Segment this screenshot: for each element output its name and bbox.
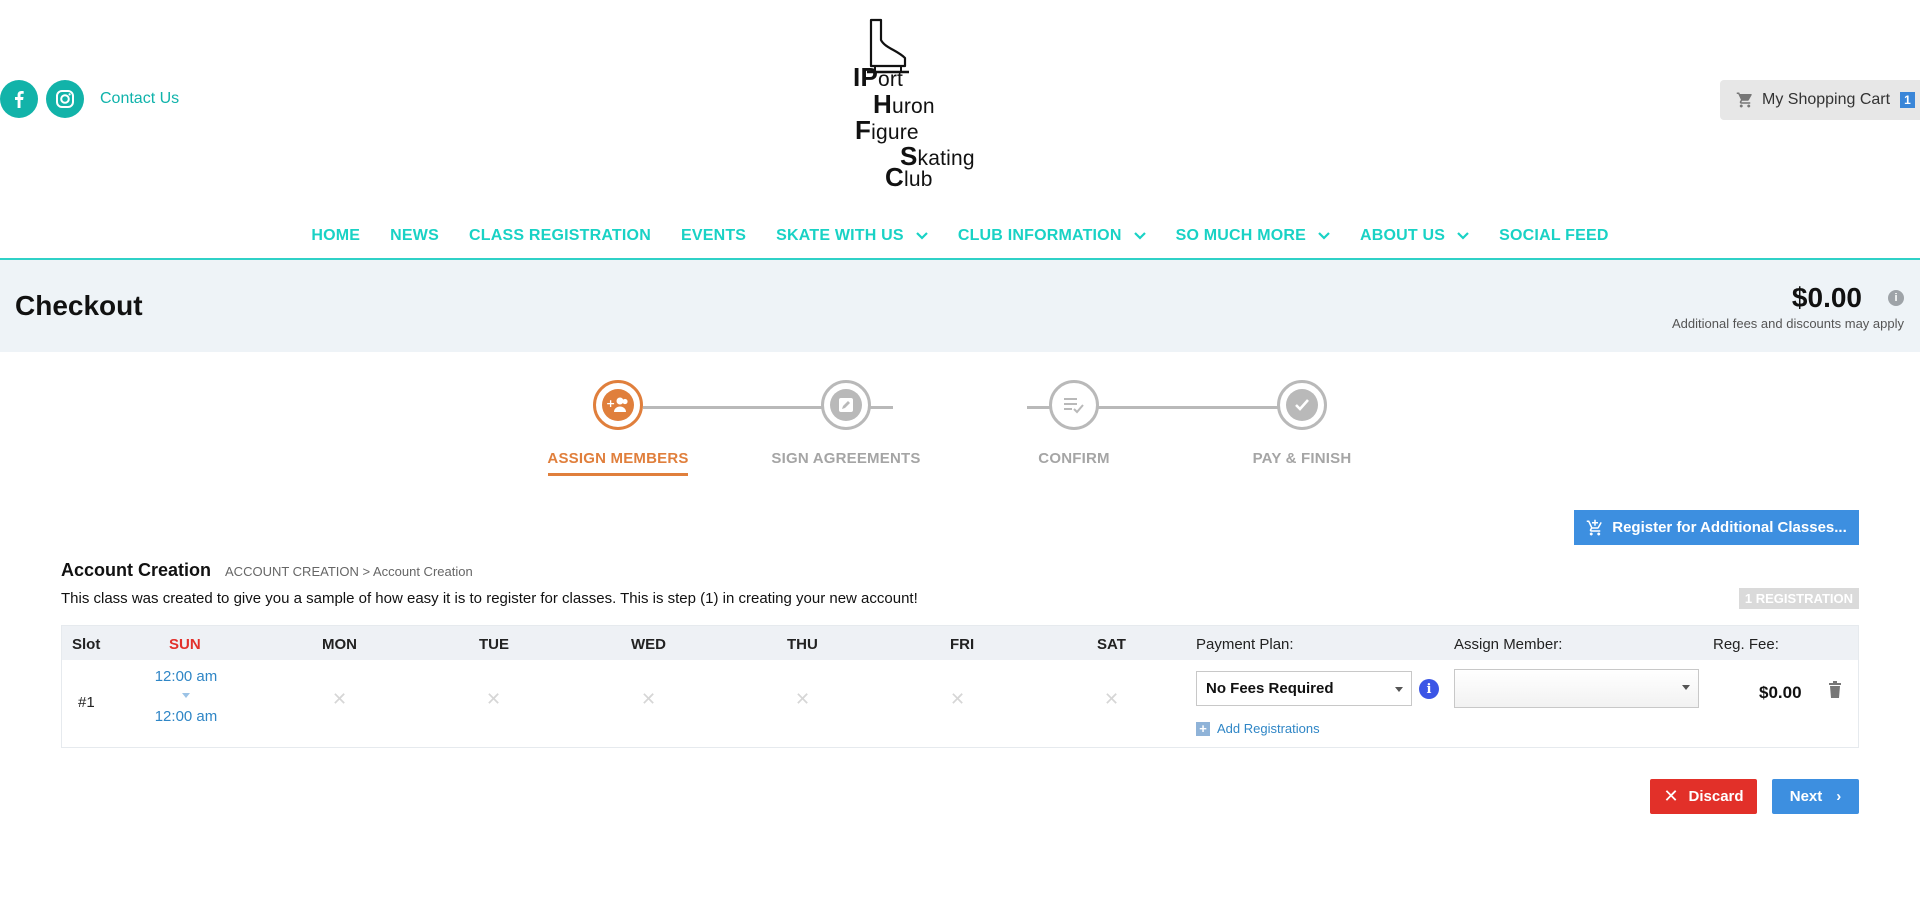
checkout-note: Additional fees and discounts may apply <box>1672 316 1904 331</box>
register-label: Register for Additional Classes... <box>1612 519 1847 536</box>
sun-start-time: 12:00 am <box>154 668 218 685</box>
nav-news[interactable]: NEWS <box>390 227 439 244</box>
info-icon[interactable]: i <box>1888 290 1904 306</box>
chevron-down-icon <box>1457 232 1469 240</box>
step-label: PAY & FINISH <box>1252 450 1352 467</box>
site-header <box>0 0 1920 210</box>
main-nav <box>0 224 1920 260</box>
arrow-down-icon <box>182 693 190 699</box>
contact-us-link[interactable]: Contact Us <box>100 90 180 107</box>
section-header <box>61 560 473 581</box>
checkout-band <box>0 260 1920 352</box>
cart-plus-icon <box>1586 519 1604 537</box>
header-payment-plan: Payment Plan: <box>1196 636 1294 653</box>
svg-text:+: + <box>606 397 616 410</box>
users-plus-icon <box>602 389 634 421</box>
dropdown-caret-icon <box>1395 687 1403 692</box>
header-wed: WED <box>631 636 666 653</box>
cart-icon <box>1736 91 1754 109</box>
plus-icon: + <box>1196 722 1210 736</box>
registration-count-badge: 1 REGISTRATION <box>1739 588 1859 609</box>
discard-button[interactable] <box>1650 779 1757 814</box>
tue-empty-icon: ✕ <box>486 689 502 709</box>
nav-club-information[interactable]: CLUB INFORMATION <box>958 224 1146 248</box>
add-registrations-link[interactable] <box>1196 721 1320 736</box>
step-active-underline <box>548 473 688 476</box>
check-circle-icon <box>1286 389 1318 421</box>
sun-end-time: 12:00 am <box>154 708 218 725</box>
header-sun: SUN <box>169 636 201 653</box>
chevron-right-icon: › <box>1836 788 1842 805</box>
nav-social-feed[interactable]: SOCIAL FEED <box>1499 227 1609 244</box>
cart-count-badge: 1 <box>1900 92 1915 108</box>
info-icon[interactable]: i <box>1419 679 1439 699</box>
checklist-icon <box>1061 394 1087 416</box>
sat-empty-icon: ✕ <box>1104 689 1120 709</box>
wed-empty-icon: ✕ <box>641 689 657 709</box>
next-label: Next <box>1789 788 1823 805</box>
add-registrations-label: Add Registrations <box>1217 721 1320 736</box>
step-label: CONFIRM <box>1038 450 1110 467</box>
step-assign-members[interactable] <box>528 380 708 476</box>
register-additional-classes-button[interactable] <box>1574 510 1859 545</box>
reg-fee-value: $0.00 <box>1759 683 1802 702</box>
logo-word-port: ort <box>877 68 904 91</box>
pencil-icon <box>830 389 862 421</box>
fri-empty-icon: ✕ <box>950 689 966 709</box>
chevron-down-icon <box>1134 232 1146 240</box>
section-title: Account Creation <box>61 560 212 580</box>
instagram-icon[interactable] <box>46 80 84 118</box>
step-pay-finish[interactable] <box>1212 380 1392 467</box>
nav-skate-with-us[interactable]: SKATE WITH US <box>776 224 928 248</box>
header-slot: Slot <box>72 636 101 653</box>
breadcrumb: ACCOUNT CREATION > Account Creation <box>225 564 473 579</box>
thu-empty-icon: ✕ <box>795 689 811 709</box>
facebook-icon[interactable] <box>0 80 38 118</box>
trash-icon[interactable] <box>1828 681 1842 699</box>
header-reg-fee: Reg. Fee: <box>1713 636 1779 653</box>
close-icon: ✕ <box>1663 786 1679 806</box>
slot-number: #1 <box>78 694 95 711</box>
checkout-total: $0.00 <box>1791 282 1862 313</box>
dropdown-caret-icon <box>1682 685 1690 690</box>
nav-so-much-more[interactable]: SO MUCH MORE <box>1176 224 1330 248</box>
payment-plan-value: No Fees Required <box>1206 680 1334 697</box>
payment-plan-select[interactable] <box>1196 671 1412 706</box>
assign-member-select[interactable] <box>1454 669 1699 708</box>
header-assign-member: Assign Member: <box>1454 636 1563 653</box>
shopping-cart-button[interactable] <box>1720 80 1920 120</box>
table-header <box>62 626 1858 660</box>
step-sign-agreements[interactable] <box>756 380 936 467</box>
mon-empty-icon: ✕ <box>332 689 348 709</box>
header-fri: FRI <box>950 636 975 653</box>
header-sat: SAT <box>1097 636 1126 653</box>
page-title: Checkout <box>15 290 143 321</box>
registration-table <box>61 625 1859 748</box>
nav-about-us[interactable]: ABOUT US <box>1360 224 1469 248</box>
step-confirm[interactable] <box>984 380 1164 467</box>
next-button[interactable] <box>1772 779 1859 814</box>
social-links <box>0 80 179 118</box>
header-thu: THU <box>787 636 818 653</box>
chevron-down-icon <box>916 232 928 240</box>
header-tue: TUE <box>479 636 509 653</box>
nav-class-registration[interactable]: CLASS REGISTRATION <box>468 227 651 244</box>
header-mon: MON <box>322 636 357 653</box>
step-label: ASSIGN MEMBERS <box>547 450 689 467</box>
cart-label: My Shopping Cart <box>1762 91 1891 108</box>
section-description: This class was created to give you a sample of how easy it is to register for classes. This is step (1) in creating your new account! <box>61 590 918 607</box>
club-logo[interactable] <box>845 14 995 192</box>
checkout-steps <box>0 380 1920 490</box>
discard-label: Discard <box>1688 788 1744 805</box>
chevron-down-icon <box>1318 232 1330 240</box>
logo-text: IPort Huron Figure Skating Club <box>853 62 975 192</box>
nav-home[interactable]: HOME <box>311 227 361 244</box>
nav-events[interactable]: EVENTS <box>680 227 747 244</box>
step-label: SIGN AGREEMENTS <box>771 450 921 467</box>
